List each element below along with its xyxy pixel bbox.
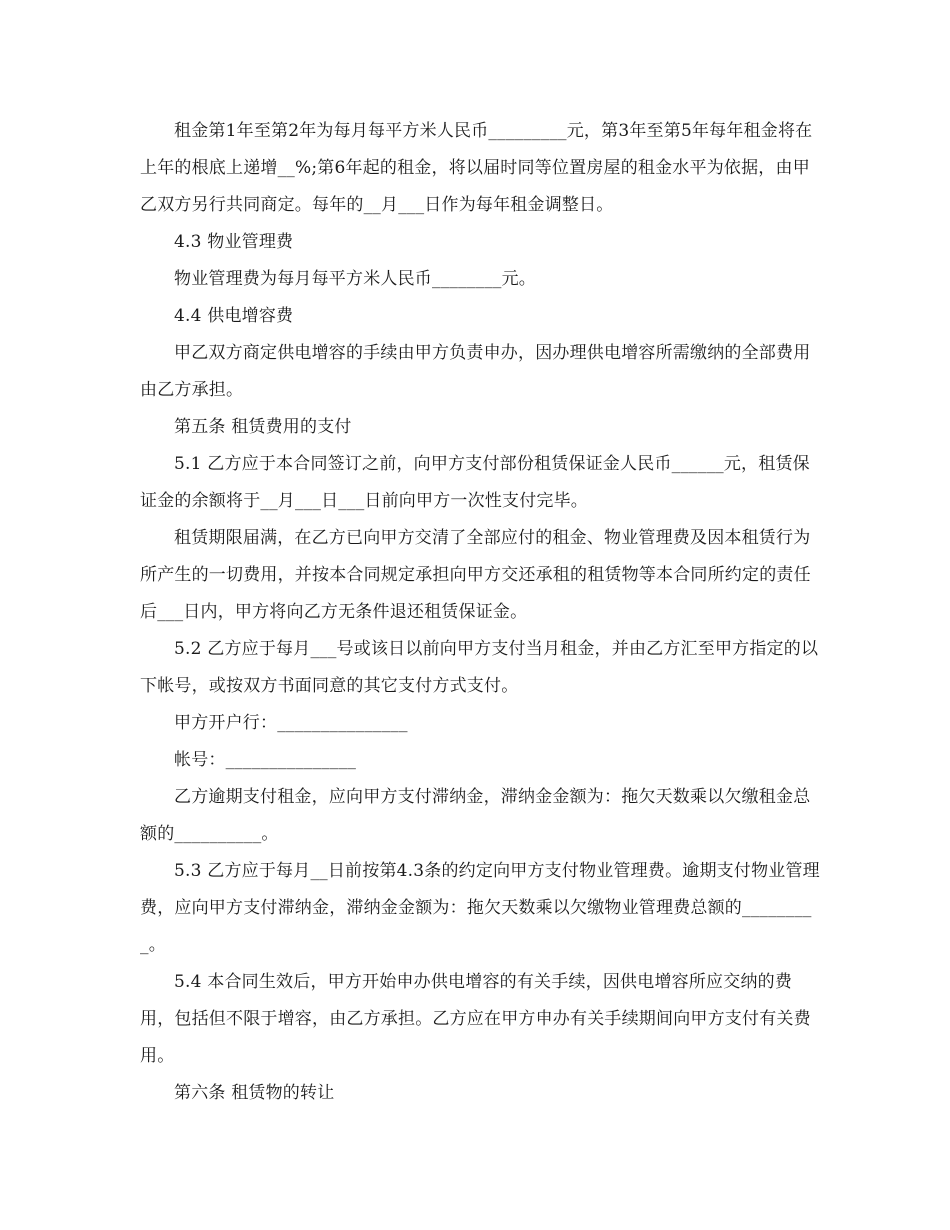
paragraph-5-2-monthly-rent: 5.2 乙方应于每月___号或该日以前向甲方支付当月租金，并由乙方汇至甲方指定的以下帐号，或按双方书面同意的其它支付方式支付。 — [140, 639, 819, 696]
section-heading-4-4: 4.4 供电增容费 — [174, 306, 294, 326]
paragraph-5-3-property-fee-payment: 5.3 乙方应于每月__日前按第4.3条的约定向甲方支付物业管理费。逾期支付物业管理费，应向甲方支付滞纳金，滞纳金金额为：拖欠天数乘以欠缴物业管理费总额的_________。 — [140, 861, 820, 955]
article-heading-5: 第五条 租赁费用的支付 — [174, 417, 352, 437]
paragraph-deposit-refund: 租赁期限届满，在乙方已向甲方交清了全部应付的租金、物业管理费及因本租赁行为所产生的一切费用，并按本合同规定承担向甲方交还承租的租赁物等本合同所约定的责任后___日内，甲方将向乙方无条件退还租赁保证金。 — [140, 528, 811, 622]
document-body — [140, 113, 820, 1112]
paragraph-power-capacity-fee: 甲乙双方商定供电增容的手续由甲方负责申办，因办理供电增容所需缴纳的全部费用由乙方承担。 — [140, 343, 811, 400]
account-number-line: 帐号：_______________ — [174, 750, 357, 770]
section-heading-4-3: 4.3 物业管理费 — [174, 232, 294, 252]
paragraph-rent-escalation: 租金第1年至第2年为每月每平方米人民币_________元，第3年至第5年每年租金将在上年的根底上递增__%;第6年起的租金，将以届时同等位置房屋的租金水平为依据，由甲乙双方另行共同商定。每年的__月___日作为每年租金调整日。 — [140, 121, 813, 215]
paragraph-late-rent-penalty: 乙方逾期支付租金，应向甲方支付滞纳金，滞纳金金额为：拖欠天数乘以欠缴租金总额的__________。 — [140, 787, 811, 844]
bank-name-line: 甲方开户行：_______________ — [174, 713, 408, 733]
paragraph-5-1-deposit: 5.1 乙方应于本合同签订之前，向甲方支付部份租赁保证金人民币______元，租赁保证金的余额将于__月___日___日前向甲方一次性支付完毕。 — [140, 454, 810, 511]
article-heading-6: 第六条 租赁物的转让 — [174, 1083, 335, 1103]
paragraph-property-fee: 物业管理费为每月每平方米人民币________元。 — [174, 269, 536, 289]
paragraph-5-4-power-capacity-costs: 5.4 本合同生效后，甲方开始申办供电增容的有关手续，因供电增容所应交纳的费用，包括但不限于增容，由乙方承担。乙方应在甲方申办有关手续期间向甲方支付有关费用。 — [140, 972, 811, 1066]
